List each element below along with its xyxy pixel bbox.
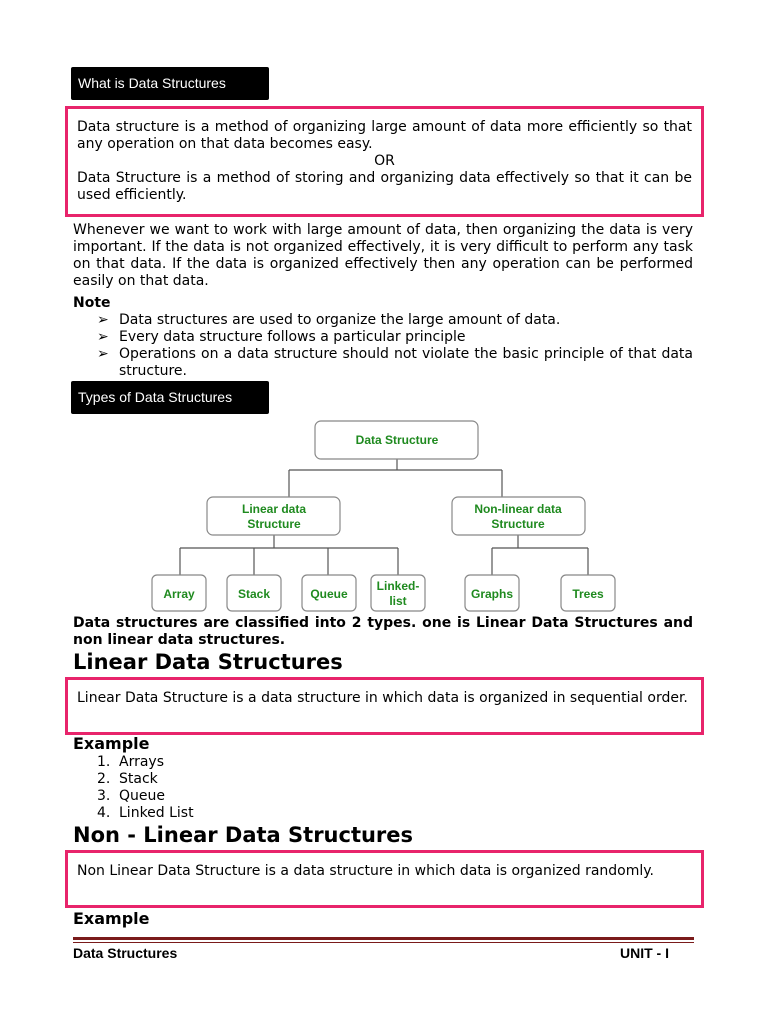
data-structure-tree-diagram	[150, 417, 618, 615]
intro-paragraph: Whenever we want to work with large amount of data, then organizing the data is very important. If the data is not organized effectively, it is very difficult to perform any task on that data. If the data is organized effectively then any operation can be performed easily on that data.	[73, 222, 693, 289]
nonlinear-label-1: Non-linear data	[474, 502, 562, 516]
list-item: ➢ Operations on a data structure should not violate the basic principle of that data structure.	[97, 346, 693, 379]
footer-left: Data Structures	[73, 945, 178, 961]
nonlinear-label-2: Structure	[491, 517, 545, 531]
arrow-bullet-icon: ➢	[97, 329, 109, 345]
linear-example-list	[73, 754, 473, 822]
linear-label-2: Structure	[247, 517, 301, 531]
graphs-label: Graphs	[470, 587, 514, 601]
list-item: 2. Stack	[97, 771, 158, 787]
note-list	[73, 312, 693, 380]
footer-right: UNIT - I	[620, 945, 669, 961]
linear-example-label: Example	[73, 734, 150, 753]
diagram-caption: Data structures are classified into 2 types. one is Linear Data Structures and non linear data structures.	[73, 615, 693, 648]
linear-heading: Linear Data Structures	[73, 650, 343, 674]
root-label: Data Structure	[355, 433, 439, 447]
definition-text-1: Data structure is a method of organizing large amount of data more efficiently so that any operation on that data becomes easy.	[77, 119, 692, 152]
linear-label-1: Linear data	[241, 502, 307, 516]
list-item: 3. Queue	[97, 788, 165, 804]
definition-text-2: Data Structure is a method of storing and organizing data effectively so that it can be used efficiently.	[77, 170, 692, 203]
or-separator: OR	[374, 153, 395, 169]
note-label: Note	[73, 295, 111, 311]
arrow-bullet-icon: ➢	[97, 346, 109, 362]
list-item: 1. Arrays	[97, 754, 165, 770]
footer-rule-thin	[73, 942, 694, 943]
nonlinear-heading: Non - Linear Data Structures	[73, 823, 414, 847]
linear-definition-text: Linear Data Structure is a data structure in which data is organized in sequential order.	[77, 690, 688, 706]
arrow-bullet-icon: ➢	[97, 312, 109, 328]
queue-label: Queue	[310, 587, 348, 601]
linear-definition-box	[65, 677, 704, 735]
nonlinear-definition-box	[65, 850, 704, 908]
list-item: 4. Linked List	[97, 805, 194, 821]
linked-label-1: Linked-	[376, 579, 420, 593]
linked-label-2: list	[389, 594, 407, 608]
footer-rule	[73, 937, 694, 940]
section-tag-types: Types of Data Structures	[71, 381, 269, 414]
definition-box	[65, 106, 704, 217]
stack-label: Stack	[237, 587, 271, 601]
trees-label: Trees	[572, 587, 604, 601]
array-label: Array	[163, 587, 195, 601]
section-tag-what-is: What is Data Structures	[71, 67, 269, 100]
list-item: ➢ Every data structure follows a particular principle	[97, 329, 466, 345]
nonlinear-definition-text: Non Linear Data Structure is a data structure in which data is organized randomly.	[77, 863, 655, 879]
list-item: ➢ Data structures are used to organize the large amount of data.	[97, 312, 561, 328]
nonlinear-example-label: Example	[73, 909, 150, 928]
